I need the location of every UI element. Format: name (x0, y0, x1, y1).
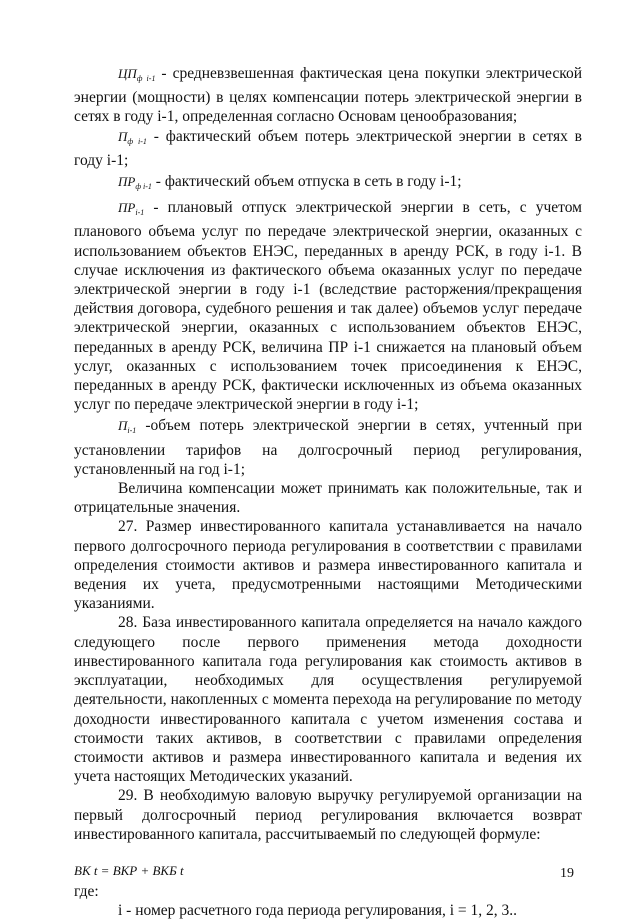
definition-cp-text: - средневзвешенная фактическая цена покупки электрической энергии (мощности) в целях компенсации потерь электрической энергии в сетях в году i-1, определенная согласно Основам ценообразования; (74, 65, 582, 126)
definition-p-plan-text: -объем потерь электрической энергии в сетях, учтенный при установлении тарифов на долгосрочный период регулирования, установленный на год i-1; (74, 417, 582, 478)
paragraph-28: 28. База инвестированного капитала определяется на начало каждого следующего после первого применения метода доходности инвестированного капитала года регулирования как стоимость активов в эксплуатации, необходимых для осуществления регулируемой деятельности, накопленных с момента перехода на регулирование по методу доходности инвестированного капитала с учетом изменения состава и стоимости таких активов, в соответствии с правилами определения стоимости активов и размера инвестированного капитала и ведения их учета настоящих Методических указаний. (74, 614, 582, 786)
symbol-cp-subscript: ф i-1 (136, 74, 156, 83)
body-text (74, 64, 582, 921)
symbol-pr-plan: ПР (118, 200, 136, 216)
definition-pr-fact-text: - фактический объем отпуска в сеть в году i-1; (151, 173, 462, 191)
paragraph-27: 27. Размер инвестированного капитала устанавливается на начало первого долгосрочного периода регулирования в соответствии с правилами определения стоимости активов и размера инвестированного капитала и ведения их учета, предусмотренными настоящими Методическими указаниями. (74, 518, 582, 613)
definition-p-fact (74, 127, 582, 170)
definition-i: i - номер расчетного года периода регулирования, i = 1, 2, 3.. (118, 902, 517, 920)
definition-pr-fact (74, 172, 582, 196)
formula-vk: ВК t = ВКР + ВКБ t (74, 862, 184, 878)
symbol-pr-plan-subscript: i-1 (135, 208, 145, 218)
definition-pr-plan-text: - плановый отпуск электрической энергии в сеть, с учетом планового объема услуг по передаче электрической энергии, оказанных с использованием объектов ЕНЭС, переданных в аренду РСК, в году i-1. В случае исключения из фактического объема оказанных услуг по передаче электрической энергии в году i-1 (вследствие расторжения/прекращения действия договора, судебного решения и так далее) объемов услуг передаче электрической энергии, оказанных с использованием объектов ЕНЭС, переданных в аренду РСК, величина ПР i-1 снижается на плановый объем услуг, оказанных с использованием точек присоединения к ЕНЭС, переданных в аренду РСК, фактически исключенных из объема оказанных услуг по передаче электрической энергии в году i-1; (74, 199, 582, 414)
symbol-p-subscript: ф i-1 (127, 136, 147, 146)
symbol-pr-fact: ПР (118, 174, 136, 190)
symbol-p-plan-subscript: i-1 (127, 426, 137, 436)
paragraph-compensation: Величина компенсации может принимать как положительные, так и отрицательные значения. (74, 480, 582, 517)
definition-p-fact-text: - фактический объем потерь электрической энергии в сетях в году i-1; (74, 127, 582, 169)
page-number: 19 (560, 866, 574, 881)
symbol-cp: ЦП (118, 66, 137, 81)
symbol-p-plan: П (118, 418, 128, 434)
paragraph-29: 29. В необходимую валовую выручку регулируемой организации на первый долгосрочный период регулирования включается возврат инвестированного капитала, рассчитываемый по следующей формуле: (74, 787, 582, 843)
definition-p-plan (74, 416, 582, 479)
definition-pr-plan (74, 198, 582, 414)
where-label: где: (74, 883, 99, 901)
definition-cp (74, 64, 582, 127)
symbol-p: П (118, 128, 128, 144)
symbol-pr-fact-subscript: ф i-1 (135, 182, 152, 192)
